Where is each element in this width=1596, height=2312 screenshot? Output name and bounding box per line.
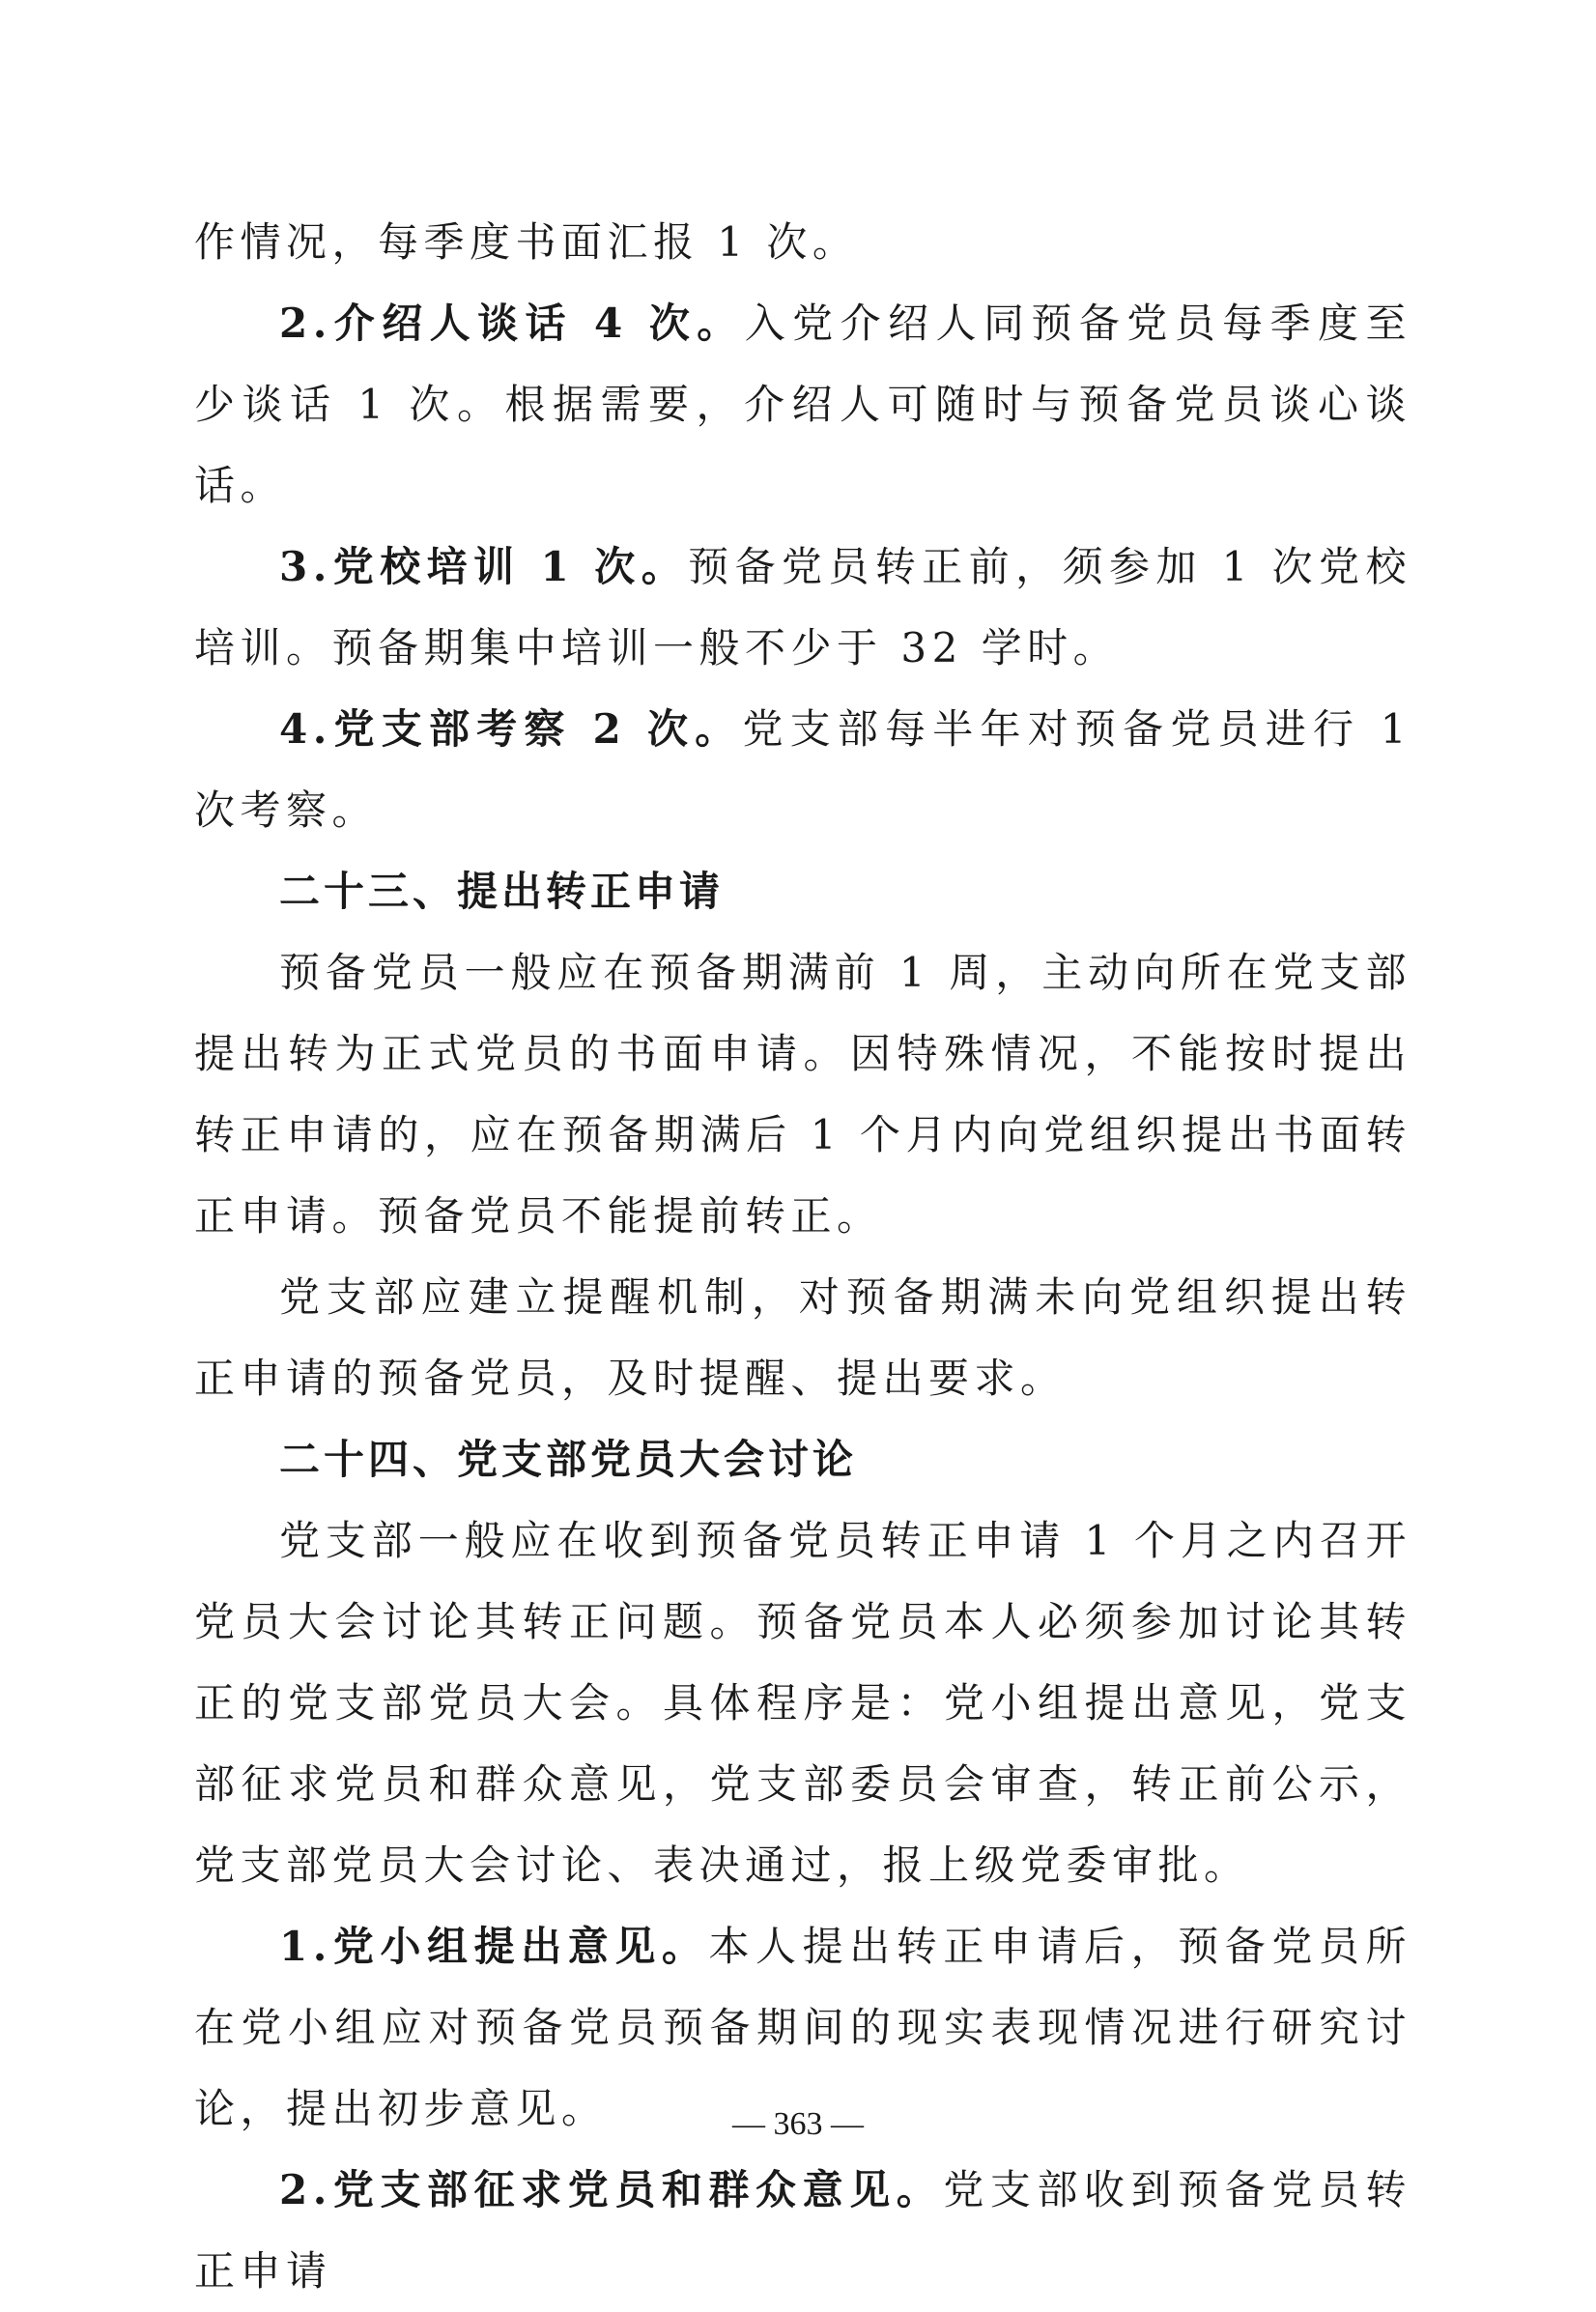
item-text: 预备党员转正前，须参加 1 次党校培训。预备期集中培训一般不少于 32 学时。	[194, 543, 1411, 671]
item-text: 本人提出转正申请后，预备党员所在党小组应对预备党员预备期间的现实表现情况进行研究讨论，提出初步意见。	[194, 1923, 1411, 2132]
page-number: — 363 —	[732, 2106, 864, 2142]
list-item	[194, 283, 1411, 527]
list-item	[194, 2150, 1411, 2312]
item-text: 入党介绍人同预备党员每季度至少谈话 1 次。根据需要，介绍人可随时与预备党员谈心谈话。	[194, 300, 1411, 509]
body-paragraph: 预备党员一般应在预备期满前 1 周，主动向所在党支部提出转为正式党员的书面申请。因特殊情况，不能按时提出转正申请的，应在预备期满后 1 个月内向党组织提出书面转正申请。预备党员不能提前转正。	[194, 949, 1411, 1240]
item-lead: 3.党校培训 1 次。	[279, 543, 689, 590]
section-heading: 二十三、提出转正申请	[279, 868, 725, 915]
item-text: 党支部每半年对预备党员进行 1 次考察。	[194, 705, 1411, 834]
item-lead: 2.介绍人谈话 4 次。	[279, 300, 745, 347]
section-heading: 二十四、党支部党员大会讨论	[279, 1436, 858, 1483]
body-paragraph: 党支部一般应在收到预备党员转正申请 1 个月之内召开党员大会讨论其转正问题。预备党员本人必须参加讨论其转正的党支部党员大会。具体程序是：党小组提出意见，党支部征求党员和群众意见，党支部委员会审查，转正前公示，党支部党员大会讨论、表决通过，报上级党委审批。	[194, 1517, 1411, 1889]
item-lead: 2.党支部征求党员和群众意见。	[279, 2166, 944, 2213]
item-lead: 4.党支部考察 2 次。	[279, 705, 743, 753]
paragraph-continuation: 作情况，每季度书面汇报 1 次。	[194, 218, 859, 266]
body-text	[194, 202, 1411, 2312]
item-lead: 1.党小组提出意见。	[279, 1923, 709, 1970]
item-text: 党支部收到预备党员转正申请	[194, 2166, 1411, 2295]
list-item	[194, 689, 1411, 851]
list-item	[194, 527, 1411, 689]
body-paragraph: 党支部应建立提醒机制，对预备期满未向党组织提出转正申请的预备党员，及时提醒、提出要求。	[194, 1273, 1411, 1402]
